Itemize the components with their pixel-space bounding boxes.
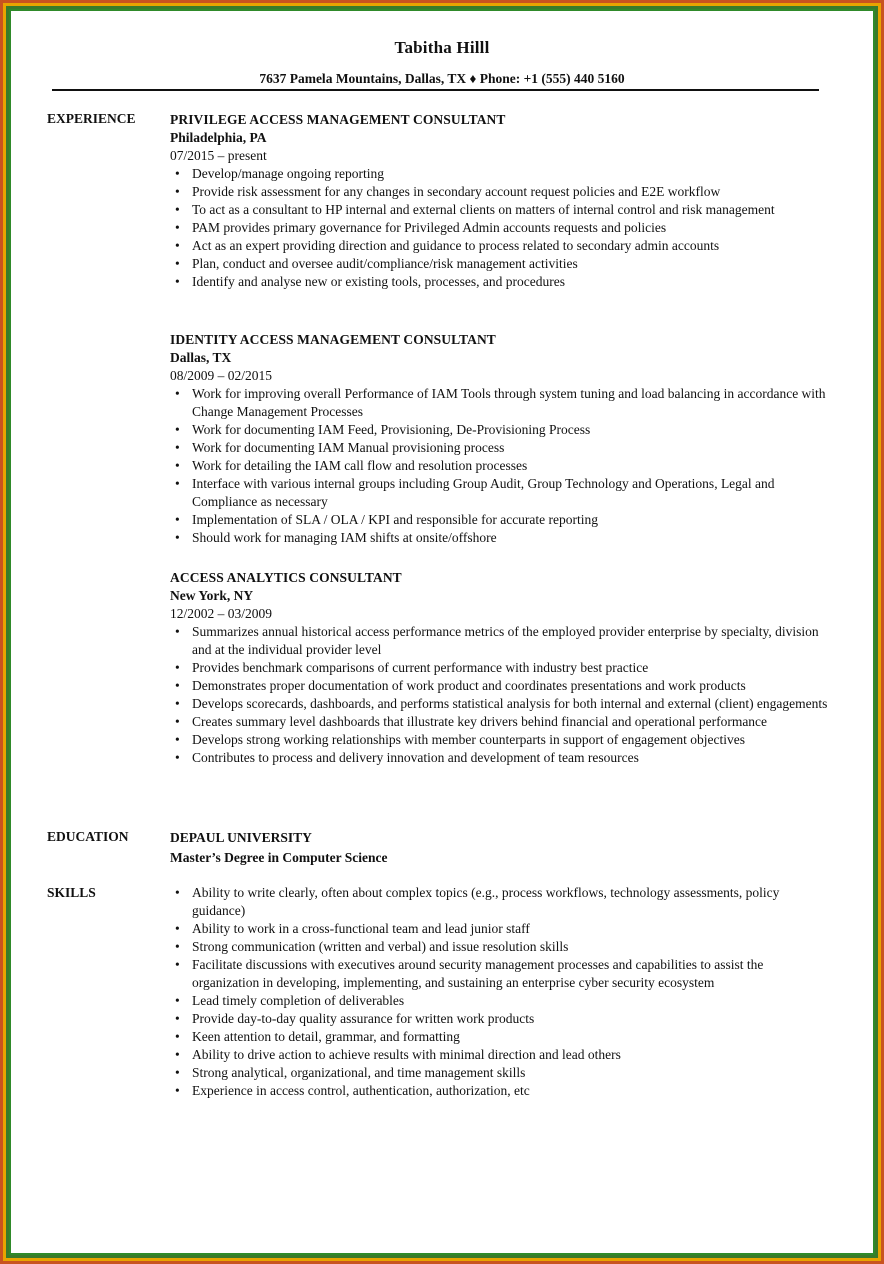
list-item: • Work for documenting IAM Manual provisioning process: [170, 439, 830, 457]
job-location: Dallas, TX: [170, 350, 232, 365]
job-dates: 08/2009 – 02/2015: [170, 368, 273, 383]
list-item: • Provide risk assessment for any changes in secondary account request policies and E2E workflow: [170, 183, 830, 201]
job-dates: 12/2002 – 03/2009: [170, 606, 273, 621]
job-bullets: [170, 165, 830, 291]
education-entry: [170, 828, 387, 868]
job-location: Philadelphia, PA: [170, 130, 267, 145]
contact-line: 7637 Pamela Mountains, Dallas, TX ♦ Phone: +1 (555) 440 5160: [259, 71, 625, 86]
header-divider: [52, 89, 819, 91]
list-item: • Strong analytical, organizational, and time management skills: [170, 1064, 830, 1082]
job-entry-2: [170, 331, 830, 547]
section-label-education: EDUCATION: [47, 829, 129, 844]
list-item: • Act as an expert providing direction and guidance to process related to secondary admin accounts: [170, 237, 830, 255]
list-item: • Plan, conduct and oversee audit/compliance/risk management activities: [170, 255, 830, 273]
list-item: • Interface with various internal groups including Group Audit, Group Technology and Operations, Legal and Compliance as necessary: [170, 475, 830, 511]
school-name: DEPAUL UNIVERSITY: [170, 830, 312, 845]
degree: Master’s Degree in Computer Science: [170, 850, 388, 865]
list-item: • Implementation of SLA / OLA / KPI and responsible for accurate reporting: [170, 511, 830, 529]
job-entry-3: [170, 569, 830, 767]
list-item: • Ability to drive action to achieve results with minimal direction and lead others: [170, 1046, 830, 1064]
skills-list: [170, 884, 830, 1100]
list-item: • Strong communication (written and verbal) and issue resolution skills: [170, 938, 830, 956]
section-label-experience: EXPERIENCE: [47, 111, 136, 126]
list-item: • Ability to write clearly, often about complex topics (e.g., process workflows, technology assessments, policy guidance): [170, 884, 830, 920]
job-location: New York, NY: [170, 588, 254, 603]
job-bullets: [170, 385, 830, 547]
job-dates: 07/2015 – present: [170, 148, 267, 163]
list-item: • To act as a consultant to HP internal and external clients on matters of internal control and risk management: [170, 201, 830, 219]
skills-list-wrapper: [170, 884, 830, 1100]
job-bullets: [170, 623, 830, 767]
list-item: • Work for documenting IAM Feed, Provisioning, De-Provisioning Process: [170, 421, 830, 439]
list-item: • Demonstrates proper documentation of work product and coordinates presentations and work products: [170, 677, 830, 695]
list-item: • Identify and analyse new or existing tools, processes, and procedures: [170, 273, 830, 291]
list-item: • Develops scorecards, dashboards, and performs statistical analysis for both internal and external (client) engagements: [170, 695, 830, 713]
list-item: • Provide day-to-day quality assurance for written work products: [170, 1010, 830, 1028]
job-title: ACCESS ANALYTICS CONSULTANT: [170, 570, 402, 585]
list-item: • Lead timely completion of deliverables: [170, 992, 830, 1010]
list-item: • Provides benchmark comparisons of current performance with industry best practice: [170, 659, 830, 677]
list-item: • Work for detailing the IAM call flow and resolution processes: [170, 457, 830, 475]
list-item: • Experience in access control, authentication, authorization, etc: [170, 1082, 830, 1100]
section-label-skills: SKILLS: [47, 885, 96, 900]
list-item: • Contributes to process and delivery innovation and development of team resources: [170, 749, 830, 767]
list-item: • Summarizes annual historical access performance metrics of the employed provider enterprise by specialty, division and at the individual provider level: [170, 623, 830, 659]
list-item: • Develops strong working relationships with member counterparts in support of engagement objectives: [170, 731, 830, 749]
job-title: IDENTITY ACCESS MANAGEMENT CONSULTANT: [170, 332, 496, 347]
list-item: • Ability to work in a cross-functional team and lead junior staff: [170, 920, 830, 938]
list-item: • Develop/manage ongoing reporting: [170, 165, 830, 183]
list-item: • Keen attention to detail, grammar, and formatting: [170, 1028, 830, 1046]
list-item: • Facilitate discussions with executives around security management processes and capabilities to assist the organization in developing, implementing, and sustaining an enterprise cyber security ecosystem: [170, 956, 830, 992]
list-item: • Should work for managing IAM shifts at onsite/offshore: [170, 529, 830, 547]
candidate-name: Tabitha Hilll: [394, 38, 490, 57]
job-title: PRIVILEGE ACCESS MANAGEMENT CONSULTANT: [170, 112, 506, 127]
list-item: • Creates summary level dashboards that illustrate key drivers behind financial and operational performance: [170, 713, 830, 731]
list-item: • PAM provides primary governance for Privileged Admin accounts requests and policies: [170, 219, 830, 237]
job-entry-1: [170, 111, 830, 291]
list-item: • Work for improving overall Performance of IAM Tools through system tuning and load balancing in accordance with Change Management Processes: [170, 385, 830, 421]
